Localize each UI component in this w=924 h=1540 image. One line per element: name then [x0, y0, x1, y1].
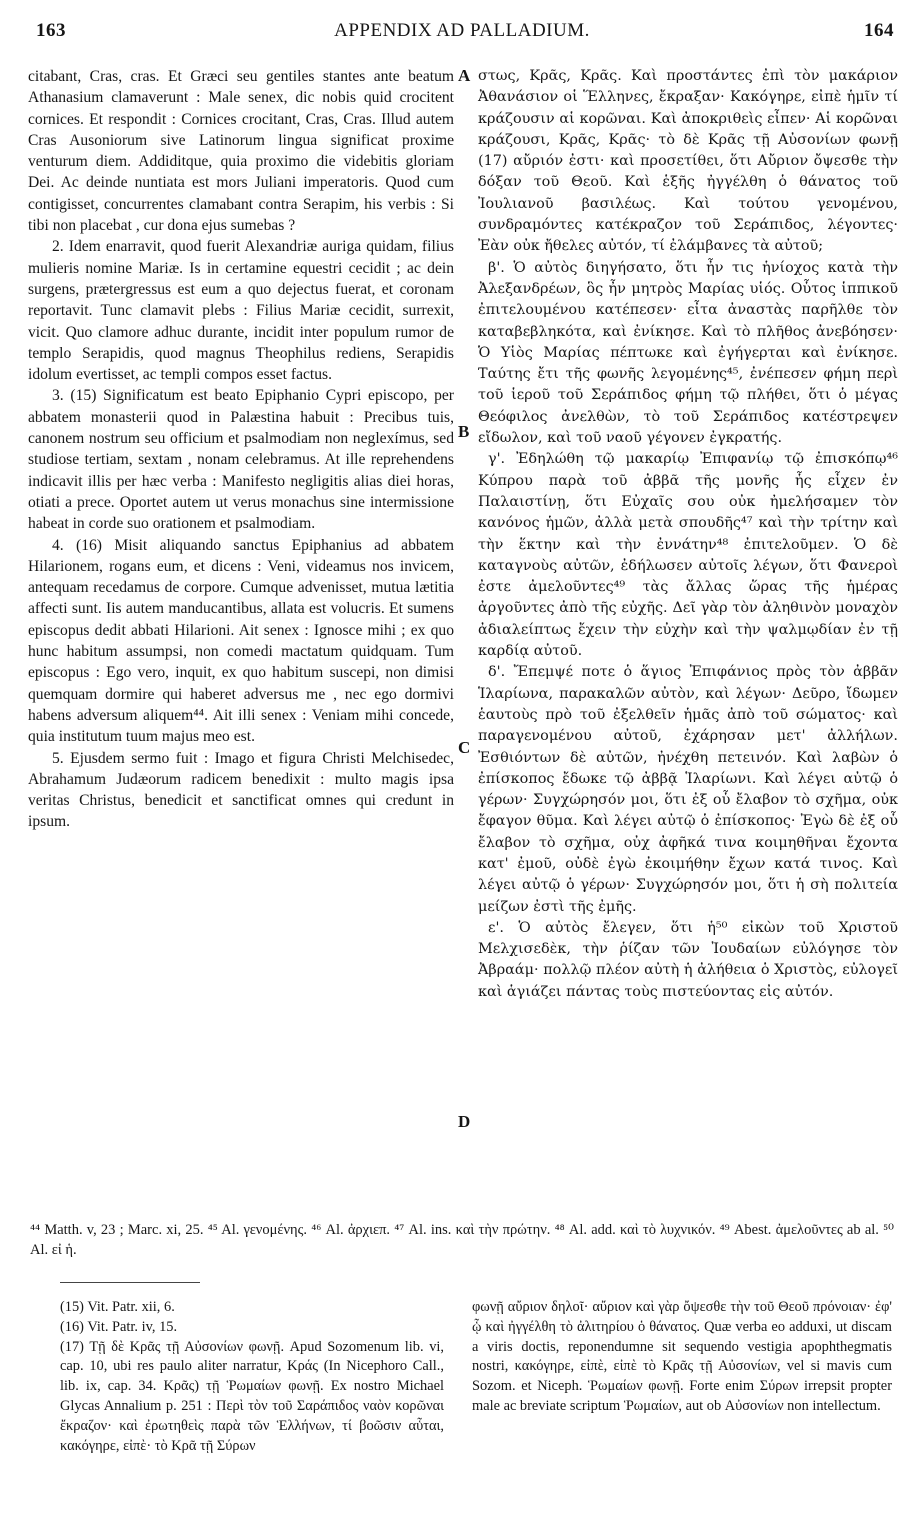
note-line: (17) Τῇ δὲ Κρᾶς τῇ Αὐσονίων φωνῇ. Apud Sozomenum lib. vi, cap. 10, ubi res paulo aliter narratur, Κράς (In Nicephoro Call., lib. ix, cap. 34. Κρᾶς) τῇ Ῥωμαίων φωνῇ. Ex nostro Michael Glycas Annalium p. 251 : Περὶ τὸν τοῦ Σαράπιδος ναὸν κορῶναι ἔκραζον· καὶ ἐρωτηθεὶς παρὰ τῶν Ἑλλήνων, τί βοῶσιν αὗται, κακόγηρε, εἰπὲ· τὸ Κρᾶ τῇ Σύρων: [60, 1338, 444, 1454]
note-line: φωνῇ αὔριον δηλοῖ· αὔριον καὶ γὰρ ὄψεσθε τὴν τοῦ Θεοῦ πρόνοιαν· ἐφ' ᾧ καὶ ἠγγέλθη τὸ ἀλιτηρίου ὁ θάνατος. Quæ verba eo adduxi, ut discam a viris doctis, reponendumne sit sequendo vestigia apophthegmatis nostri, κακόγηρε, εἰπὲ, εἰπὲ τὸ Κρᾶς τῇ Αὐσονίων, vel si mavis cum Sozom. et Niceph. Ῥωμαίων φωνῇ. Forte enim Σύρων irrepsit propter male ac breviate scriptum Ῥωμαίων, aut ob Αὐσονίων non intellectum.: [472, 1299, 892, 1414]
greek-paragraph: ε'. Ὁ αὐτὸς ἔλεγεν, ὅτι ἡ⁵⁰ εἰκὼν τοῦ Χριστοῦ Μελχισεδὲκ, τὴν ῥίζαν τῶν Ἰουδαίων εὐλόγησε τὸν Ἀβραάμ· πολλῷ πλέον αὐτὴ ἡ ἀλήθεια ὁ Χριστὸς, εὐλογεῖ καὶ ἁγιάζει πάντας τοὺς πιστεύοντας εἰς αὐτόν.: [478, 919, 898, 1000]
margin-marker-b: B: [458, 422, 470, 441]
page-header: [30, 14, 894, 44]
margin-marker-c: C: [458, 738, 471, 757]
margin-marker-a: A: [458, 66, 471, 85]
footnote-line: ⁴⁴ Matth. v, 23 ; Marc. xi, 25. ⁴⁵ Al. γενομένης. ⁴⁶ Al. ἀρχιεπ. ⁴⁷ Al. ins. καὶ τὴν πρώτην. ⁴⁸ Al. add. καὶ τὸ λυχνικόν. ⁴⁹ Abest. ἀμελοῦντες ab al. ⁵⁰ Al. εἰ ἡ.: [30, 1222, 894, 1258]
note-line: (15) Vit. Patr. xii, 6.: [60, 1299, 175, 1315]
greek-column: [478, 66, 898, 1003]
margin-marker-d: D: [458, 1112, 471, 1131]
variant-footnotes: [30, 1220, 894, 1260]
page-number-right: 164: [864, 20, 894, 41]
greek-paragraph: στως, Κρᾶς, Κρᾶς. Καὶ προστάντες ἐπὶ τὸν μακάριον Ἀθανάσιον οἱ Ἕλληνες, ἔκραξαν· Κακόγηρε, εἰπὲ ἡμῖν τί κράζουσιν αἱ κορῶναι. Καὶ ἀποκριθεὶς εἶπεν· Αἱ κορῶναι κράζουσι, Κρᾶς, Κρᾶς· τὸ δὲ Κρᾶς τῇ Αὐσονίων φωνῇ (17) αὔριόν ἐστι· καὶ προσετίθει, ὅτι Αὔριον ὄψεσθε τὴν δόξαν τοῦ Θεοῦ. Καὶ ἑξῆς ἠγγέλθη ὁ θάνατος τοῦ Ἰουλιανοῦ βασιλέως. Καὶ τούτου γενομένου, συνδραμόντες κατέκραζον τοῦ Σεράπιδος, λέγοντες· Ἐὰν οὐκ ἤθελες αὐτόν, τί ἐλάμβανες τὰ αὐτοῦ;: [478, 68, 898, 255]
latin-paragraph: 3. (15) Significatum est beato Epiphanio Cypri episcopo, per abbatem monasterii quod in Palæstina habuit : Precibus tuis, canonem nostrum seu officium et psalmodiam non neglexímus, sed studiose tertiam, sextam , nonam celebramus. At ille reprehendens indicavit illis per hæc verba : Manifesto negligitis alias diei horas, otiati a prece. Oportet autem ut verus monachus sine intermissione habeat in corde suo orationem et psalmodiam.: [28, 387, 454, 533]
greek-paragraph: δ'. Ἔπεμψέ ποτε ὁ ἅγιος Ἐπιφάνιος πρὸς τὸν ἀββᾶν Ἱλαρίωνα, παρακαλῶν αὐτὸν, καὶ λέγων· Δεῦρο, ἴδωμεν ἑαυτοὺς πρὸ τοῦ ἐξελθεῖν ἡμᾶς ἀπὸ τοῦ σώματος· καὶ παραγενομένου αὐτοῦ, ἐχάρησαν μετ' ἀλλήλων. Ἐσθιόντων δὲ αὐτῶν, ἠνέχθη πετεινόν. Καὶ λαβὼν ὁ ἐπίσκοπος ἔδωκε τῷ ἀββᾷ Ἱλαρίωνι. Καὶ λέγει αὐτῷ ὁ γέρων· Συγχώρησόν μοι, ὅτι ἐξ οὗ ἔλαβον τὸ σχῆμα, οὐκ ἔφαγον θῦμα. Καὶ λέγει αὐτῷ ὁ ἐπίσκοπος· Ἐγὼ δὲ ἐξ οὗ ἔλαβον τὸ σχῆμα, οὐχ ἀφῆκά τινα κοιμηθῆναι ἔχοντα κατ' ἐμοῦ, οὐδὲ ἐγὼ ἐκοιμήθην ἔχων κατά τινος. Καὶ λέγει αὐτῷ ὁ γέρων· Συγχώρησόν μοι, ὅτι ἡ σὴ πολιτεία μείζων ἐστὶ τῆς ἐμῆς.: [478, 664, 898, 915]
latin-paragraph: 2. Idem enarravit, quod fuerit Alexandriæ auriga quidam, filius mulieris nomine Mariæ. Is in certamine equestri cecidit ; ac dein surgens, prætergressus est eum a quo dejectus fuerat, et coronam reportavit. Tunc clamavit plebs : Filius Mariæ cecidit, surrexit, vicit. Quo clamore adhuc durante, incidit inter populum rumor de templo Serapidis, quod magnus Theophilus rediens, Serapidis idolum evertisset, ac templi compos esset factus.: [28, 238, 454, 384]
running-title: APPENDIX AD PALLADIUM.: [334, 20, 590, 41]
editorial-notes-right: [472, 1298, 892, 1417]
greek-paragraph: β'. Ὁ αὐτὸς διηγήσατο, ὅτι ἦν τις ἡνίοχος κατὰ τὴν Ἀλεξανδρέων, ὃς ἦν μητρὸς Μαρίας υἱός. Οὗτος ἱππικοῦ ἐπιτελουμένου κατέπεσεν· εἶτα ἀναστὰς παρῆλθε τὸν καταβεβληκότα, καὶ ἐνίκησε. Καὶ τὸ πλῆθος ἀνεβόησεν· Ὁ Υἱὸς Μαρίας πέπτωκε καὶ ἐγήγερται καὶ ἐνίκησε. Ταύτης ἔτι τῆς φωνῆς λεγομένης⁴⁵, ἐνέπεσεν φήμη περὶ τοῦ ἱεροῦ τοῦ Σεράπιδος φήμη τῷ πλήθει, ὅτι ὁ μέγας Θεόφιλος ἀνελθὼν, τὸ τοῦ Σεράπιδος κατέστρεψεν εἴδωλον, καὶ τοῦ ναοῦ γέγονεν ἐγκρατής.: [478, 259, 898, 447]
note-line: (16) Vit. Patr. iv, 15.: [60, 1318, 178, 1335]
latin-paragraph: 5. Ejusdem sermo fuit : Imago et figura Christi Melchisedec, Abrahamum Judæorum radicem benedixit : multo magis ipsa veritas Christus, benedicit et sanctificat omnes qui credunt in ipsum.: [28, 749, 454, 831]
greek-paragraph: γ'. Ἐδηλώθη τῷ μακαρίῳ Ἐπιφανίῳ τῷ ἐπισκόπῳ⁴⁶ Κύπρου παρὰ τοῦ ἀββᾶ τῆς μονῆς ἧς εἶχεν ἐν Παλαιστίνῃ, ὅτι Εὐχαῖς σου οὐκ ἠμελήσαμεν τὸν κανόνος ἡμῶν, ἀλλὰ μετὰ σπουδῆς⁴⁷ καὶ τὴν τρίτην καὶ τὴν ἕκτην καὶ τὴν ἐννάτην⁴⁸ ἐπιτελοῦμεν. Ὁ δὲ καταγνοὺς αὐτῶν, ἐδήλωσεν αὐτοῖς λέγων, ὅτι Φανεροὶ ἐστε ἀμελοῦντες⁴⁹ τὰς ἄλλας ὥρας τῆς ἡμέρας ἀργοῦντες ἀπὸ τῆς εὐχῆς. Δεῖ γὰρ τὸν ἀληθινὸν μοναχὸν ἀδιαλείπτως ἔχειν τὴν εὐχὴν καὶ τὴν ψαλμῳδίαν ἐν τῇ καρδίᾳ αὐτοῦ.: [478, 451, 898, 660]
latin-column: [28, 66, 454, 833]
latin-paragraph: citabant, Cras, cras. Et Græci seu gentiles stantes ante beatum Athanasium clamaverunt : Male senex, dic nobis quid crocitent cornices. Et respondit : Cornices crocitant, Cras, Cras. Illud autem Cras Ausoniorum sive Latinorum lingua significat proxime venturum diem. Addiditque, quia proximo die videbitis gloriam Dei. Ac deinde nuntiata est mors Juliani imperatoris. Quod cum contigisset, concurrentes clamabant contra Serapim, his verbis : Si tibi non placebat , cur dona ejus sumebas ?: [28, 68, 454, 235]
editorial-notes-left: [60, 1298, 444, 1456]
footnote-divider: [60, 1282, 200, 1283]
page-number-left: 163: [36, 20, 66, 41]
latin-paragraph: 4. (16) Misit aliquando sanctus Epiphanius ad abbatem Hilarionem, rogans eum, et dicens : Veni, videamus nos invicem, antequam recedamus de corpore. Cumque advenisset, mutua lætitia affecti sunt. Iis autem manducantibus, allata est volucris. Et sumens episcopus dedit abbati Hilarioni. Ait senex : Ignosce mihi ; ex quo hunc habitum assumpsi, non comedi mactatum quidquam. Tum episcopus : Ego vero, inquit, ex quo habitum suscepi, non dimisi quemquam dormire qui haberet adversus me , nec ego dormivi habens adversum aliquem⁴⁴. Ait illi senex : Veniam mihi concede, quia institutum tuum majus meo est.: [28, 536, 454, 746]
